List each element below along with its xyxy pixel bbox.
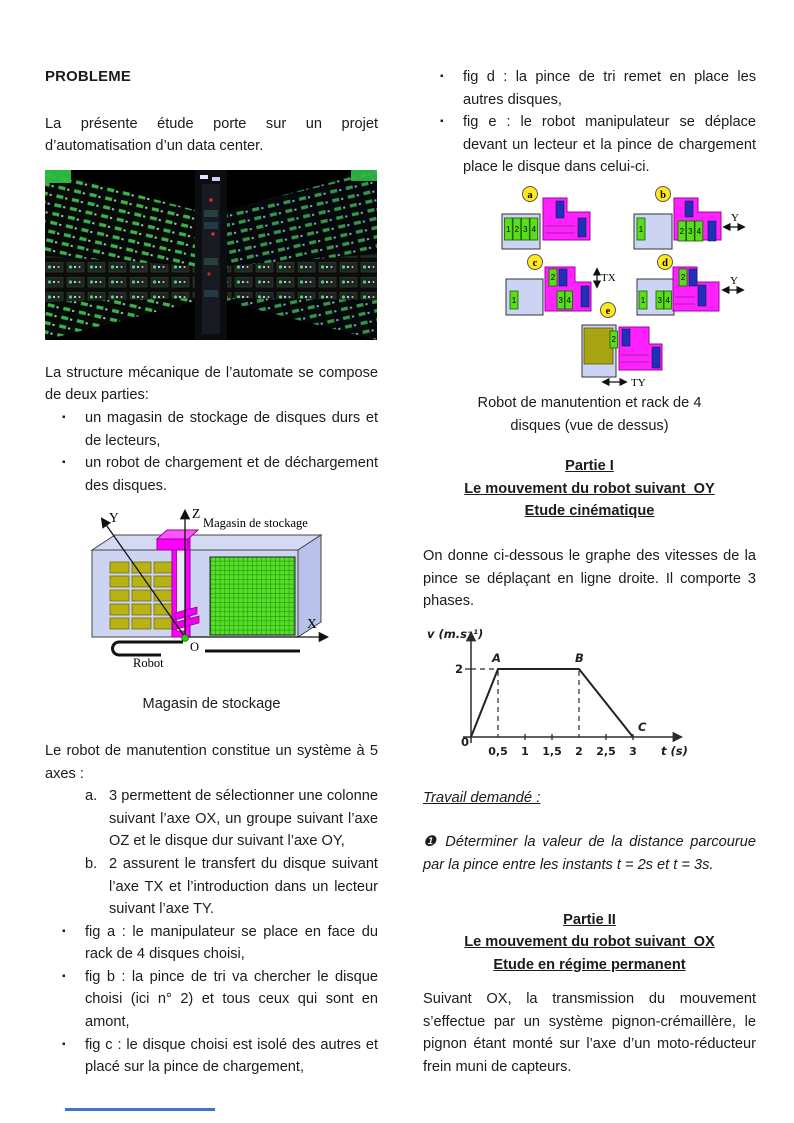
list-item [45,853,378,921]
list-text: 3 permettent de sélectionner une colonne suivant l’axe OX, un groupe suivant l’axe OZ et le disque dur suivant l’axe OY, [109,788,378,850]
fig-d-label: d [662,257,668,269]
disk-number: 4 [665,295,670,305]
point-b-label: B [575,650,584,665]
axis-y-label: Y [109,510,119,526]
x-tick: 2,5 [596,744,616,758]
list-item: ▪ un robot de chargement et de déchargement des disques. [45,452,378,497]
fig-b [634,186,744,249]
point-c-label: C [638,719,647,734]
disk-number: 1 [506,224,511,234]
final-paragraph: Suivant OX, la transmission du mouvement s’effectue par un système pignon-crémaillère, le pignon étant monté sur l’axe d’un moto-réducteur frein muni de capteurs. [423,991,756,1076]
fig-c [506,254,616,315]
magasin-diagram [45,501,377,677]
question-1 [423,831,756,876]
question-number-icon: ❶ [423,834,439,851]
caption-line: Robot de manutention et rack de 4 [477,394,702,411]
left-column [45,66,378,1079]
fig-a [502,186,590,249]
robot-caption [423,392,756,437]
disk-number: 4 [531,224,537,234]
axis-y-label: Y [730,274,738,287]
lecteur [584,328,613,364]
disk-number: 3 [523,224,528,234]
list-marker: a. [85,788,98,805]
x-tick: 0,5 [488,744,508,758]
disk-number: 2 [550,272,556,282]
question-text: Déterminer la valeur de la distance parcourue par la pince entre les instants t = 2s et t = 3s. [423,834,756,873]
disk-number: 2 [680,272,686,282]
graph-paragraph: On donne ci-dessous le graphe des vitesses de la pince se déplaçant en ligne droite. Il comporte 3 phases. [423,547,756,610]
page-title: PROBLEME [45,69,131,85]
x-axis-label: t (s) [661,743,688,758]
disk-number: 4 [566,295,571,305]
axis-tx-label: TX [601,271,616,284]
x-tick: 3 [629,744,637,758]
x-tick: 1 [521,744,529,758]
origin-0: 0 [461,734,470,749]
list-marker: b. [85,855,98,872]
list-item: ▪ fig c : le disque choisi est isolé des autres et placé sur la pince de chargement, [45,1034,378,1079]
fig-bullet-list-left [45,921,378,1079]
fig-bullet-list-right [423,66,756,179]
heading-line: Etude en régime permanent [493,956,686,973]
disk-number: 2 [611,334,616,344]
data-center-photo [45,170,377,340]
heading-line: Le mouvement du robot suivant OY [464,480,715,497]
structure-paragraph: La structure mécanique de l’automate se compose de deux parties: [45,364,378,404]
list-item: ▪ fig e : le robot manipulateur se déplace devant un lecteur et la pince de chargement place le disque dans celui-ci. [423,111,756,179]
heading-line: Partie I [565,458,614,475]
fig-c-label: c [532,257,538,269]
disk-number: 2 [679,226,685,236]
disk-number: 3 [558,295,563,305]
heading-line: Partie II [563,911,616,928]
disk-number: 2 [514,224,520,234]
disk-number: 3 [657,295,662,305]
list-item: ▪ fig d : la pince de tri remet en place les autres disques, [423,66,756,111]
disk-number: 3 [688,226,693,236]
structure-bullet-list [45,407,378,497]
axis-z-label: Z [192,506,201,522]
velocity-chart [423,621,723,771]
axis-y-label: Y [731,211,739,224]
robot-rack-diagram [423,179,755,392]
robot-rail [113,642,184,655]
point-a-label: A [492,650,501,665]
mesh-zone [210,557,295,635]
x-tick: 2 [575,744,583,758]
disk-number: 1 [638,224,644,234]
origin-dot [182,635,189,642]
magasin-caption: Magasin de stockage [142,696,281,713]
partie2-heading [423,909,756,977]
caption-line: disques (vue de dessus) [510,417,669,434]
heading-line: Etude cinématique [524,503,655,520]
heading-line: Le mouvement du robot suivant OX [464,934,715,951]
axis-ty-label: TY [631,376,646,389]
list-item [45,785,378,853]
fig-a-label: a [527,189,533,201]
footer-rule [65,1108,215,1111]
list-item: ▪ un magasin de stockage de disques durs et de lecteurs, [45,407,378,452]
y-tick-2: 2 [455,661,464,676]
disk-number: 1 [640,295,646,305]
list-item: ▪ fig b : la pince de tri va chercher le disque choisi (ici n° 2) et tous ceux qui sont en amont, [45,966,378,1034]
robot-label: Robot [133,656,164,671]
fig-e-label: e [605,305,611,317]
list-item: ▪ fig a : le manipulateur se place en face du rack de 4 disques choisi, [45,921,378,966]
travail-heading: Travail demandé : [423,789,541,806]
list-text: 2 assurent le transfert du disque suivant l’axe TX et l’introduction dans un lecteur suivant l’axe TY. [109,855,378,918]
right-column [423,66,756,1079]
y-axis-label: v (m.s⁻¹) [427,626,484,641]
axes-list [45,785,378,921]
fig-b-label: b [660,189,666,201]
robot-paragraph: Le robot de manutention constitue un système à 5 axes : [45,742,378,782]
disk-grid [110,562,173,629]
origin-label: O [190,640,200,655]
fig-d [637,254,743,315]
magasin-label: Magasin de stockage [203,516,308,531]
disk-number: 1 [511,295,517,305]
x-tick: 1,5 [542,744,562,758]
partie1-heading [423,455,756,523]
axis-x-label: X [307,616,317,632]
velocity-curve [471,669,633,737]
disk-number: 4 [696,226,702,236]
intro-paragraph: La présente étude porte sur un projet d’automatisation d’un data center. [45,115,378,155]
